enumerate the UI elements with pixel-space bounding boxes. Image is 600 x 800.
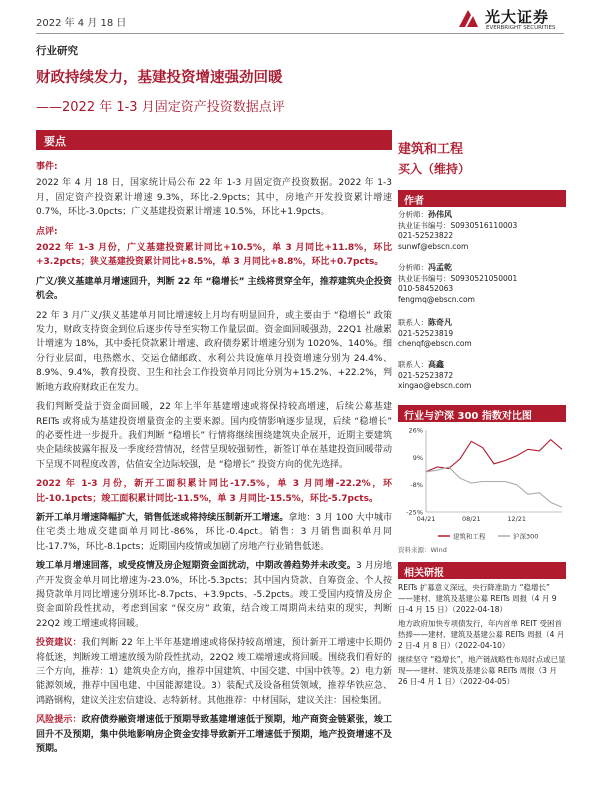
- related-report-link[interactable]: 地方政府加快专项债发行，年内首单 REIT 受困首热捧——建材、建筑及基建公募 REITs 周报（4 月 2 日-4 月 8 日）（2022-04-10）: [398, 619, 565, 650]
- logo-icon: [455, 7, 481, 33]
- new-start-heading: 新开工单月增速降幅扩大，销售低迷或将持续压制新开工增速。: [36, 512, 289, 523]
- contact-block: [398, 360, 566, 392]
- section-header: [36, 130, 392, 150]
- legend-label: 建筑和工程: [453, 532, 486, 541]
- sector-name: 建筑和工程: [398, 142, 464, 157]
- contact-role: 联系人：: [398, 360, 428, 369]
- contact-phone: 021-52523872: [398, 370, 454, 380]
- analyst-cert: 执业证书编号：S0930516110003: [398, 220, 518, 230]
- chart-title: 行业与沪深 300 指数对比图: [404, 411, 532, 422]
- header-divider: [36, 33, 564, 34]
- event-text: 2022 年 4 月 18 日，国家统计局公布 22 年 1-3 月固定资产投资数据。2022 年 1-3 月，固定资产投资累计增速 9.3%，环比-2.9pcts；其中，房地产开发投资累计增速 0.7%，环比-3.0pcts；广义基建投资累计增速 10.5%，环比+1.9pcts。: [36, 178, 392, 218]
- analyst-phone: 010-58452063: [398, 284, 454, 293]
- new-start-text: 拿地：3 月 100 大中城市住宅类土地成交建面单月同比-86%，环比-0.4pct。销售：3 月销售面积单月同比-17.7%，环比-8.1pcts；近期国内疫情或加剧了房地产行业销售低迷。: [36, 512, 392, 552]
- report-title: 财政持续发力，基建投资增速强劲回暖: [36, 70, 283, 86]
- index-comparison-chart: [398, 424, 566, 544]
- contact-email[interactable]: chenqf@ebscn.com: [398, 339, 472, 348]
- series-line: [426, 440, 562, 472]
- analyst-block: [398, 263, 566, 305]
- report-category: 行业研究: [36, 45, 78, 57]
- comment-label: 点评:: [36, 226, 58, 237]
- analyst-role: 分析师：: [398, 210, 428, 219]
- property-highlight: 2022 年 1-3 月份，新开工面积累计同比-17.5%，单 3 月同增-22.2%，环比-10.1pcts；竣工面积累计同比-11.5%，单 3 月同比-15.5%，环比-5.7pcts。: [36, 479, 392, 504]
- infra-highlight: 2022 年 1-3 月份，广义基建投资累计同比+10.5%，单 3 月同比+11.8%，环比+3.2pcts；狭义基建投资累计同比+8.5%，单 3 月同比+8.8%，环比+0.7pcts。: [36, 243, 392, 268]
- y-tick-label: 9%: [412, 453, 423, 462]
- analyst-email[interactable]: fengmq@ebscn.com: [398, 294, 475, 304]
- legend-label: 沪深300: [513, 532, 539, 541]
- authors-header: [398, 190, 566, 207]
- rating: 买入（维持）: [398, 162, 471, 176]
- analyst-phone: 021-52523822: [398, 231, 454, 240]
- infra-analysis: 22 年 3 月广义/狭义基建单月同比增速较上月均有明显回升，或主要由于 “稳增长” 政策发力，财政支持资金到位后逐步传导至实物工作量层面。资金面回暖强劲，22Q1 社融累计增速为 18%，其中委托贷款累计增速、政府债券累计增速分别为 1020%、140%。细分行业层面，电热燃水、交运仓储邮政、水利公共设施单月投资增速分别为 24.4%、8.9%、9.4%，教育投资、卫生和社会工作投资单月同比分别为+15.2%、+22.2%，判断地方政府财政正在发力。: [36, 310, 392, 393]
- series-line: [426, 467, 562, 507]
- analyst-block: [398, 210, 566, 252]
- report-subtitle: ——2022 年 1-3 月固定资产投资数据点评: [36, 100, 285, 115]
- related-list: [398, 582, 566, 690]
- contact-email[interactable]: xingao@ebscn.com: [398, 381, 472, 390]
- brand-logo: [455, 5, 565, 35]
- y-tick-label: -8%: [410, 481, 423, 490]
- infra-outlook: 我们判断受益于资金面回暖，22 年上半年基建增速或将保持较高增速，后续公募基建 REITs 或将成为基建投资增量资金的主要来源。国内疫情影响逐步显现，后续 “稳增长” 的必要性进一步提升。我们判断 “稳增长” 行情将继续围绕建筑央企展开，近期主要建筑央企陆续披露年报及一季度经营情况，经营呈现较强韧性，新签订单在基建投资回暖带动下呈现不同程度改善，估值安全边际较强，是 “稳增长” 投资方向的优先选择。: [36, 402, 392, 470]
- contact-phone: 021-52523819: [398, 328, 454, 338]
- y-tick-label: -25%: [406, 508, 423, 517]
- infra-conclusion: 广义/狭义基建单月增速回升，判断 22 年 “稳增长” 主线将贯穿全年，推荐建筑央企投资机会。: [36, 276, 392, 302]
- risk-text: 政府债券融资增速低于预期导致基建增速低于预期，地产商资金链紧张，竣工回升不及预期，集中供地影响房企资金安排导致新开工增速低于预期，地产投资增速不及预期。: [36, 715, 392, 755]
- new-start-paragraph: [36, 511, 392, 554]
- x-tick-label: 04/21: [416, 515, 436, 523]
- event-label: 事件:: [36, 162, 58, 172]
- risk-label: 风险提示：: [36, 715, 82, 726]
- contact-role: 联系人：: [398, 318, 428, 327]
- related-label: 相关研报: [404, 568, 444, 579]
- contact-block: [398, 318, 566, 350]
- chart-header: [398, 405, 566, 422]
- logo-subtext: EVERBRIGHT SECURITIES: [486, 25, 556, 31]
- authors-label: 作者: [404, 196, 424, 207]
- analyst-role: 分析师：: [398, 263, 428, 272]
- completion-text: 3 月房地产开发资金单月同比增速为-23.0%，环比-5.3pcts；其中国内贷款、自筹资金、个人按揭贷款单月同比增速分别环比-8.7pcts、+3.9pcts、-5.2pcts。竣工受国内疫情及房企资金面阶段性扰动，考虑到国家 “保交房” 政策，结合竣工周期尚未结束的现实，判断 22Q2 竣工增速或将回暖。: [36, 561, 392, 629]
- logo-text: 光大证券: [485, 8, 550, 26]
- x-tick-label: 12/21: [507, 515, 527, 523]
- analyst-name: 冯孟乾: [428, 263, 452, 272]
- report-date: 2022 年 4 月 18 日: [36, 18, 127, 29]
- risk-warning: [36, 713, 392, 756]
- y-tick-label: 26%: [408, 426, 423, 435]
- chart-source: 资料来源：Wind: [398, 546, 447, 554]
- related-report-link[interactable]: REITs 扩募意义深远，央行降准助力 “稳增长” ——建材、建筑及基建公募 REITs 周报（4 月 9 日-4 月 15 日）（2022-04-18）: [398, 583, 557, 614]
- section-label: 要点: [44, 135, 66, 148]
- investment-advice: [36, 636, 392, 708]
- related-header: [398, 562, 566, 579]
- advice-text: 我们判断 22 年上半年基建增速或将保持较高增速，预计新开工增速中长期仍将低迷，判断竣工增速放缓为阶段性扰动，22Q2 竣工端增速或将回暖。围绕我们看好的三个方向，推荐：1）建筑央企方向，推荐中国建筑、中国交建、中国中铁等。2）电力新能源领域，推荐中国电建、中国能源建设。3）装配式及设备租赁领域，推荐华铁应急、鸿路钢构，建议关注宏信建设、志特新材。其他推荐：中材国际，建议关注：国检集团。: [36, 638, 392, 706]
- x-tick-label: 08/21: [461, 515, 481, 523]
- main-body: [36, 160, 392, 761]
- analyst-cert: 执业证书编号：S0930521050001: [398, 273, 518, 283]
- contact-name: 陈奇凡: [428, 318, 452, 327]
- related-report-link[interactable]: 继续坚守 “稳增长”，地产链战略性布局时点或已显现——建材、建筑及基建公募 REITs 周报（3 月 26 日-4 月 1 日）（2022-04-05）: [398, 655, 566, 686]
- analyst-email[interactable]: sunwf@ebscn.com: [398, 241, 469, 251]
- completion-paragraph: [36, 559, 392, 631]
- analyst-name: 孙伟风: [428, 210, 452, 219]
- contact-name: 高鑫: [428, 360, 444, 369]
- advice-label: 投资建议：: [36, 638, 82, 649]
- completion-heading: 竣工单月增速回落，或受疫情及房企短期资金面扰动，中期改善趋势并未改变。: [36, 561, 356, 572]
